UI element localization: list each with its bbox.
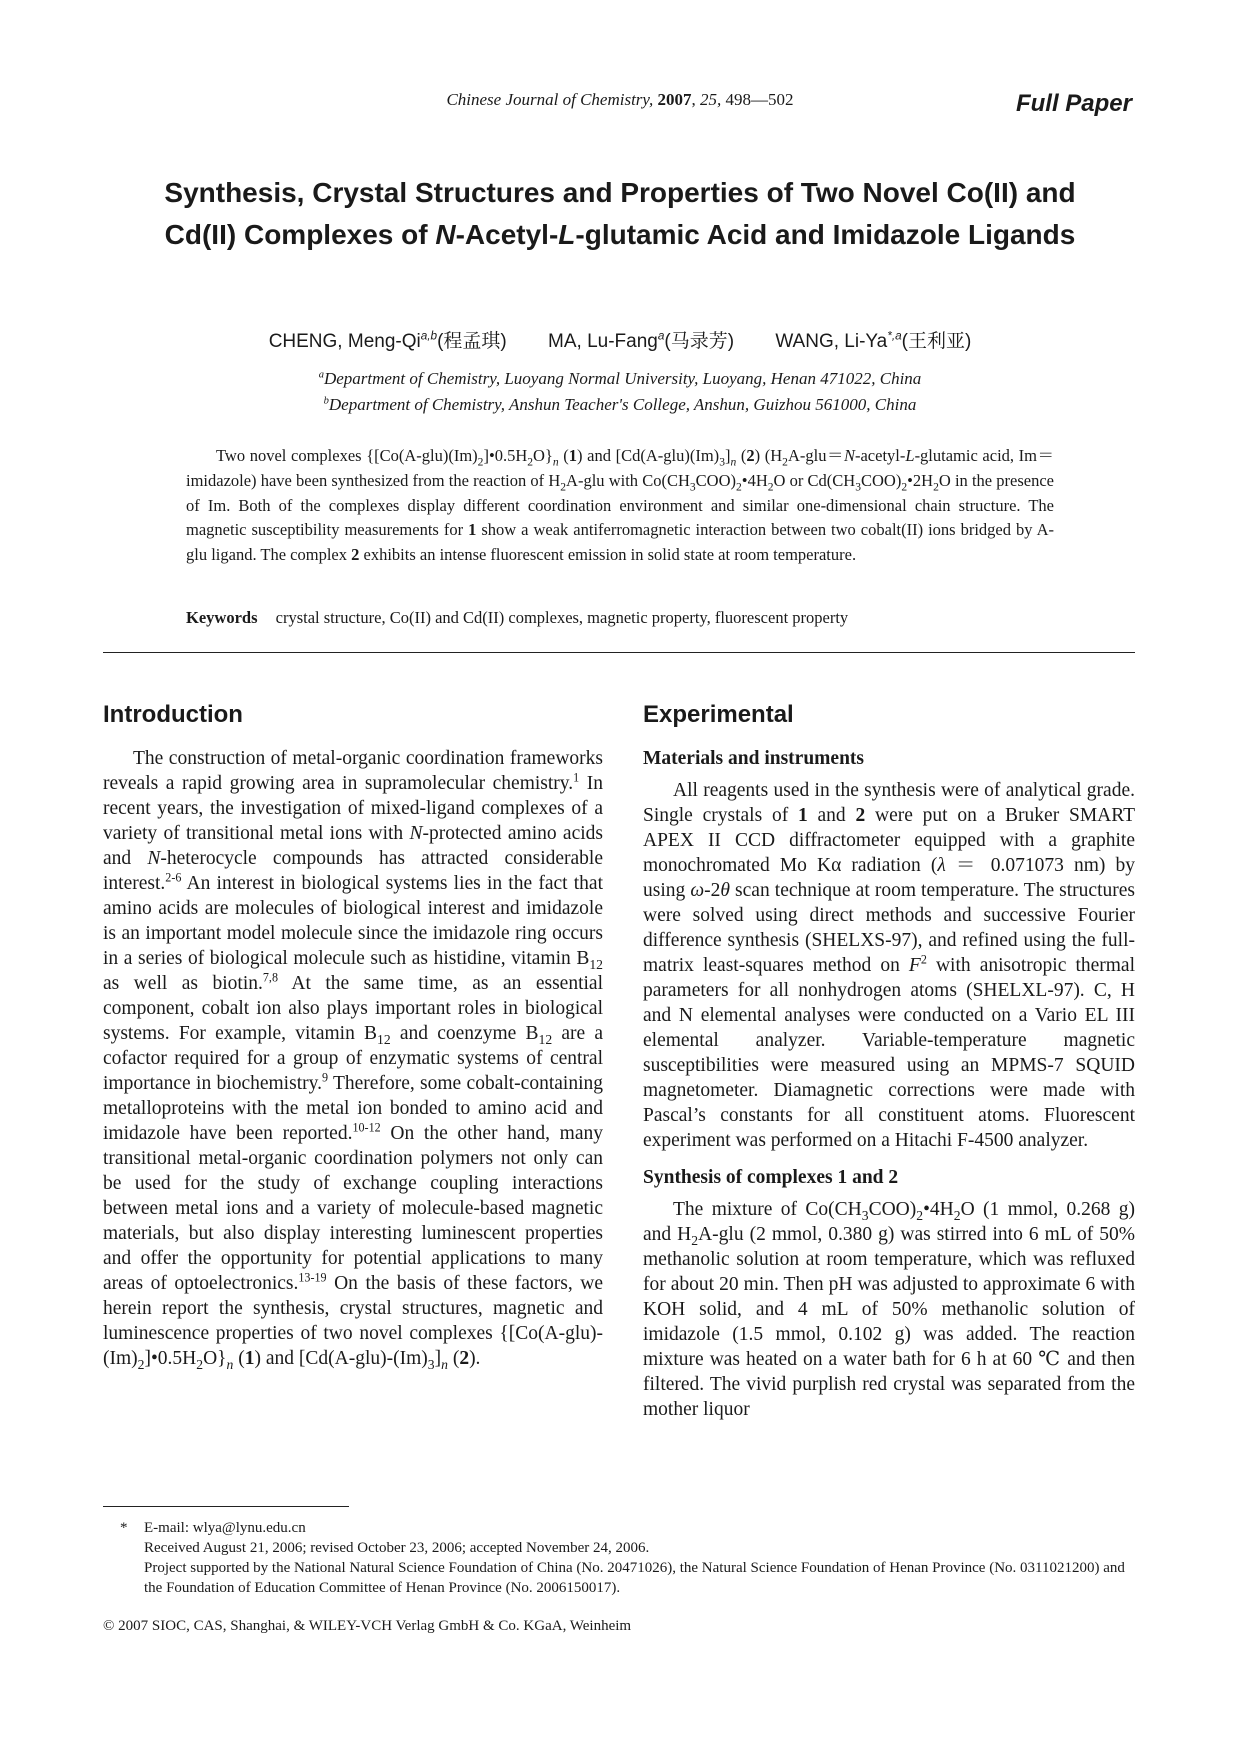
keywords-text: crystal structure, Co(II) and Cd(II) complexes, magnetic property, fluorescent property <box>275 608 849 627</box>
affiliation-a: $^a$Department of Chemistry, Luoyang Normal University, Luoyang, Henan 471022, China <box>318 369 922 388</box>
journal-volume: 25, <box>700 90 722 109</box>
author-1: CHENG, Meng-Qi$^{a,b}$(程孟琪) <box>268 329 507 352</box>
journal-pages: 498—502 <box>725 90 794 109</box>
synthesis-text: The mixture of $Co(CH_3COO)_2•4H_2O$ (1 mmol, 0.268 g) and $H_2A$-glu (2 mmol, 0.380 g) was stirred into 6 mL of 50% methanolic solution at room temperature, which was refluxed for about 20 min. Then pH was adjusted to approximate 6 with KOH solid, and 4 mL of 50% methanolic solution of imidazole (1.5 mmol, 0.102 g) was added. The reaction mixture was heated on a water bath for 6 h at 60 ℃ and then filtered. The vivid purplish red crystal was separated from the mother liquor <box>643 1199 1135 1420</box>
introduction-text: The construction of metal-organic coordination frameworks reveals a rapid growing area in supramolecular chemistry.$^1$ In recent years, the investigation of mixed-ligand complexes of a variety of transitional metal ions with N-protected amino acids and N-heterocycle compounds has attracted considerable interest.$^{2-6}$ An interest in biological systems lies in the fact that amino acids are molecules of biological interest and imidazole is an important model molecule since the imidazole ring occurs in a series of biological molecule such as histidine, vitamin $B_{12}$ as well as biotin.$^{7,8}$ At the same time, as an essential component, cobalt ion also plays important roles in biological systems. For example, vitamin $B_{12}$ and coenzyme $B_{12}$ are a cofactor required for a group of enzymatic systems of central importance in biochemistry.$^9$ Therefore, some cobalt-containing metalloproteins with the metal ion bonded to amino acid and imidazole have been reported.$^{10-12}$ On the other hand, many transitional metal-organic coordination polymers not only can be used for the study of exchange coupling interactions between metal ions and a variety of molecule-based magnetic materials, but also display interesting luminescent properties and offer the opportunity for potential applications to many areas of optoelectronics.$^{13-19}$ On the basis of these factors, we herein report the synthesis, crystal structures, magnetic and luminescence properties of two novel complexes $\{[Co(A-glu)-(Im)_2]•0.5H_2O\}_n$ (1) and $[Cd(A-glu)-(Im)_3]_n$ (2). <box>103 748 604 1372</box>
footnote-funding: Project supported by the National Natural Science Foundation of China (No. 20471026), the Natural Science Foundation of Henan Province (No. 0311021200) and the Foundation of Education Committee of Henan Province (No. 2006150017). <box>144 1560 1125 1596</box>
keywords-label: Keywords <box>186 608 258 627</box>
author-3: WANG, $Li-Ya^{*,a}$(王利亚) <box>775 329 972 352</box>
materials-text: All reagents used in the synthesis were of analytical grade. Single crystals of 1 and 2 were put on a Bruker SMART APEX II CCD diffractometer equipped with a graphite monochromated Mo Kα radiation (λ ＝ 0.071073 nm) by using ω-2θ scan technique at room temperature. The structures were solved using direct methods and successive Fourier difference synthesis (SHELXS-97), and refined using the full-matrix least-squares method on $F^2$ with anisotropic thermal parameters for all nonhydrogen atoms (SHELXL-97). C, H and N elemental analyses were conducted on a Vario EL III elemental analyzer. Variable-temperature magnetic susceptibilities were measured using an MPMS-7 SQUID magnetometer. Diamagnetic corrections were made with Pascal’s constants for all constituent atoms. Fluorescent experiment was performed on a Hitachi F-4500 analyzer. <box>643 780 1135 1151</box>
synthesis-heading: Synthesis of complexes 1 and 2 <box>643 1167 899 1188</box>
journal-name: Chinese Journal of Chemistry, <box>446 90 654 109</box>
paper-title: Synthesis, Crystal Structures and Properties of Two Novel Co(II) and Cd(II) Complexes of N-Acetyl-L-glutamic Acid and Imidazole Ligands <box>164 177 1076 250</box>
journal-year: 2007 <box>657 90 692 109</box>
right-column <box>643 700 1135 1422</box>
affiliation-list <box>0 366 1240 418</box>
copyright-notice: © 2007 SIOC, CAS, Shanghai, & WILEY-VCH Verlag GmbH & Co. KGaA, Weinheim <box>103 1618 632 1634</box>
materials-heading: Materials and instruments <box>643 748 864 769</box>
introduction-heading: Introduction <box>103 701 243 728</box>
author-list <box>0 326 1240 353</box>
author-2: MA, Lu-Fang$^a$(马录芳) <box>548 329 735 352</box>
affiliation-b: $^b$Department of Chemistry, Anshun Teacher's College, Anshun, Guizhou 561000, China <box>323 395 917 414</box>
experimental-heading: Experimental <box>643 701 794 728</box>
left-column <box>103 700 603 1371</box>
section-divider <box>103 652 1135 653</box>
footnotes <box>120 1518 1136 1598</box>
keywords <box>186 608 1054 628</box>
abstract: Two novel complexes $\{[Co(A-glu)(Im)_2]•0.5H_2O\}_n$ (1) and $[Cd(A-glu)(Im)_3]_n$ (2) ($H_2A-glu=N-acetyl-L$-glutamic acid, Im＝imidazole) have been synthesized from the reaction of $H_2A$-glu with $Co(CH_3COO)_2•4H_2O$ or $Cd(CH_3COO)_2•2H_2O$ in the presence of Im. Both of the complexes display different coordination environment and similar one-dimensional chain structure. The magnetic susceptibility measurements for 1 show a weak antiferromagnetic interaction between two cobalt(II) ions bridged by A-glu ligand. The complex 2 exhibits an intense fluorescent emission in solid state at room temperature. <box>186 446 1054 565</box>
footnote-received: Received August 21, 2006; revised October 23, 2006; accepted November 24, 2006. <box>144 1540 650 1556</box>
paper-type-label: Full Paper <box>1015 90 1132 117</box>
footnote-divider <box>103 1506 349 1507</box>
footnote-email: * E-mail: wlya@lynu.edu.cn <box>120 1520 306 1536</box>
journal-citation: Chinese Journal of Chemistry, 2007, 25, 498—502 <box>446 90 794 109</box>
